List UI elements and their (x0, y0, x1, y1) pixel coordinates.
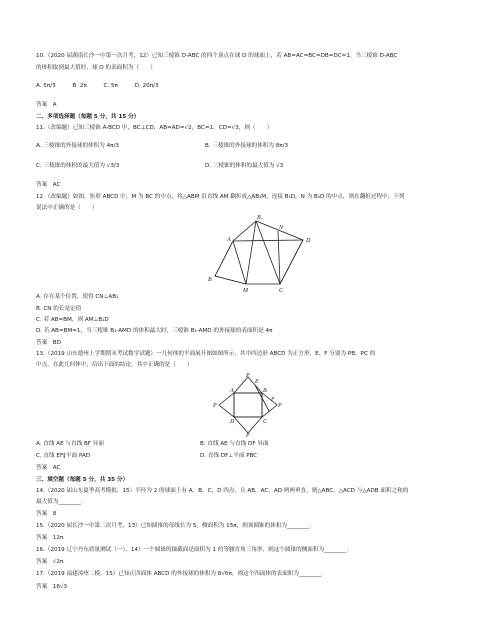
q17-stem: 17.（2019 福建漳州二模，15）已知正四面体 ABCD 的外接球的体积为 8√6π，则这个四面体的表面积为________． (36, 571, 327, 577)
net-label-a: A (230, 388, 234, 394)
label-b: B (208, 277, 212, 283)
q12-option-b: B. CN 的长是定值 (36, 306, 82, 312)
net-label-e: E (255, 379, 259, 385)
q11-answer: 答案 AC (36, 182, 61, 188)
label-c: C (279, 288, 284, 294)
q13-option-c: C. 直线 EF∥平面 PAD (36, 453, 91, 459)
q10-options: A. 5π/3 B. 2π C. 5π D. 20π/3 (36, 83, 159, 89)
q13-stem-line2: 中点，在此几何体中，给出下面的结论，其中正确的是（ ） (36, 362, 193, 368)
q12-folding-figure (205, 214, 325, 294)
q16-answer: 答案 √2π (36, 559, 64, 565)
q12-option-d: D. 若 AB=BM=1，当三棱锥 B₁-AMD 的体积最大时，三棱锥 B₁-AMD 的外接球的表面积是 4π (36, 328, 273, 334)
section-fill-blank-heading: 三、填空题（每题 5 分，共 35 分） (36, 477, 129, 483)
q12-stem-line2: 说法中正确的是（ ） (36, 205, 98, 211)
q11-option-a: A. 三棱锥的外接球的体积为 4π/3 (36, 143, 119, 149)
net-label-p-right: P (278, 403, 282, 409)
label-b1: B₁ (257, 215, 263, 221)
q13-stem-line1: 13.（2019 山东德州上学期期末考试数学试题）一几何体的平面展开图如图所示，其中四边形 ABCD 为正方形，E、F 分别为 PB、PC 的 (36, 351, 376, 357)
q10-answer: 答案 A (36, 102, 57, 108)
net-label-b: B (263, 388, 267, 394)
q11-stem: 11.（改编题）已知三棱锥 A-BCD 中，BC⊥CD，AB=AD=√2，BC=1，CD=√3，则（ ） (36, 125, 273, 131)
q10-stem-line1: 10.（2020 届湖南长沙一中第一次月考，12）已知三棱锥 D-ABC 的四个顶点在球 O 的球面上，若 AB=AC=BC=DB=DC=1，当三棱锥 D-ABC (36, 53, 398, 59)
label-n: N (279, 225, 284, 231)
q14-stem-line2: 最大值为________． (36, 499, 87, 505)
q12-stem-line1: 12.（改编题）如图，矩形 ABCD 中，M 为 BC 的中点，将△ABM 沿直线 AM 翻折成△AB₁M，连接 B₁D，N 为 B₁D 的中点，则在翻折过程中，下列 (36, 194, 405, 200)
net-label-p-left: P (213, 403, 217, 409)
label-m: M (243, 288, 248, 294)
section-multiple-choice-heading: 二、多项选择题（每题 5 分，共 15 分） (36, 114, 140, 120)
q12-answer: 答案 BD (36, 340, 61, 346)
q13-option-d: D. 直线 DF⊥平面 PBC (200, 453, 258, 459)
q13-option-a: A. 直线 AE 与直线 BF 异面 (36, 441, 104, 447)
q10-stem-line2: 的体积取到最大值时，球 O 的表面积为（ ） (36, 65, 156, 71)
net-label-d: D (230, 419, 235, 425)
q12-option-a: A. 存在某个位置，使得 CN⊥AB₁ (36, 294, 119, 300)
q14-stem-line1: 14.（2020 届山东夏季高考模拟，15）半径为 2 的球面上有 A，B，C，D 四点，且 AB，AC，AD 两两垂直，则△ABC，△ACD 与△ADB 面积之和的 (36, 488, 409, 494)
q14-answer: 答案 8 (36, 511, 57, 517)
net-label-p-bottom: P (246, 433, 250, 437)
net-label-c: C (263, 419, 268, 425)
q13-option-b: B. 直线 AE 与直线 DF 异面 (200, 441, 269, 447)
q13-answer: 答案 AC (36, 465, 61, 471)
q12-option-c: C. 若 AB=BM，则 AM⊥B₁D (36, 317, 109, 323)
net-label-p-top: P (246, 373, 250, 379)
q16-stem: 16.（2019 辽宁丹东质量测试（一），14）一个圆锥的轴截面是面积为 1 的等腰直角三角形，则这个圆锥的侧面积为________． (36, 547, 353, 553)
q11-option-d: D. 三棱锥的体积的最大值为 √3 (205, 163, 284, 169)
q17-answer: 答案 16√3 (36, 584, 68, 590)
label-a: A (227, 237, 231, 243)
label-d: D (306, 238, 311, 244)
q13-net-figure (213, 373, 283, 437)
net-label-f: F (271, 397, 275, 403)
q15-stem: 15.（2020 届长沙一中第二次月考，13）已知圆锥的母线长为 5，侧面积为 15π，则该圆锥的体积为________． (36, 523, 315, 529)
q11-option-b: B. 三棱锥的外接球的体积为 8π/3 (205, 143, 289, 149)
q11-option-c: C. 三棱锥的体积的最大值为 √3/3 (36, 163, 120, 169)
q15-answer: 答案 12π (36, 535, 64, 541)
